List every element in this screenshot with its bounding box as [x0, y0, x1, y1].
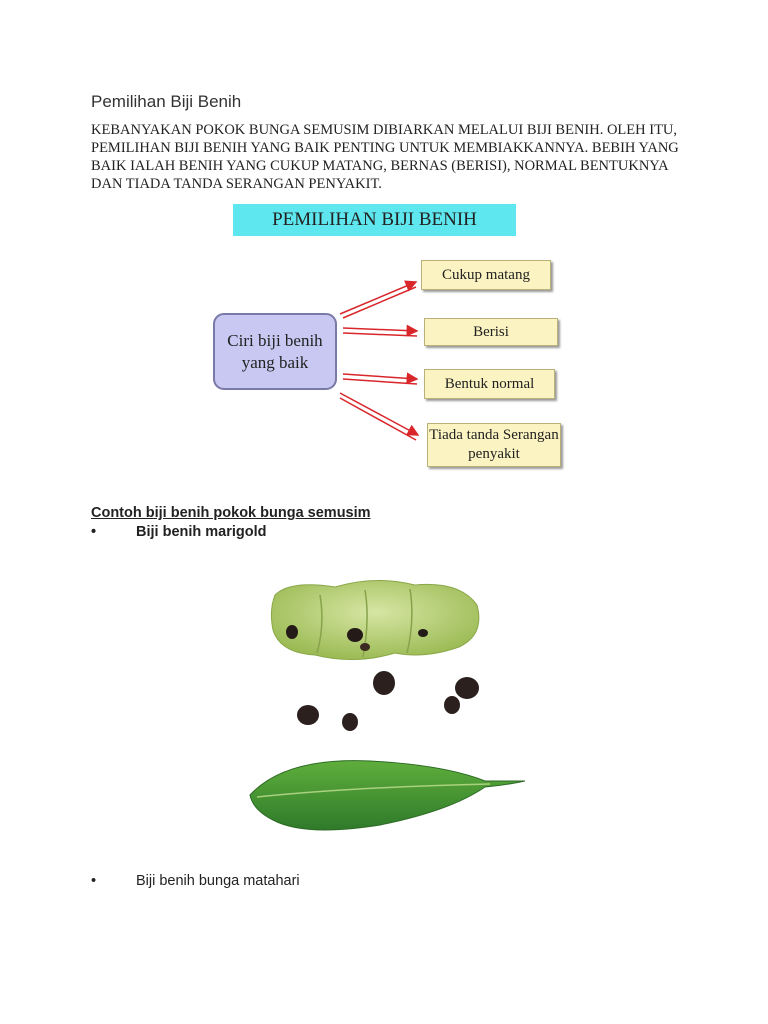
diagram-target-cukup-matang: Cukup matang: [421, 260, 551, 290]
marigold-seed-image: [245, 575, 530, 855]
section-heading: Contoh biji benih pokok bunga semusim: [91, 505, 371, 521]
intro-paragraph: KEBANYAKAN POKOK BUNGA SEMUSIM DIBIARKAN MELALUI BIJI BENIH. OLEH ITU, PEMILIHAN BIJI BENIH YANG BAIK PENTING UNTUK MEMBIAKKANNYA. BEBIH YANG BAIK IALAH BENIH YANG CUKUP MATANG, BERNAS (BERISI), NORMAL BENTUKNYA DAN TIADA TANDA SERANGAN PENYAKIT.: [91, 122, 679, 192]
seed-selection-diagram: [205, 200, 575, 475]
diagram-target-bentuk-normal: Bentuk normal: [424, 369, 555, 399]
bullet-icon: •: [91, 873, 97, 889]
list-item-label: Biji benih marigold: [136, 524, 267, 540]
arrow-to-berisi: [343, 328, 417, 336]
list-item-label: Biji benih bunga matahari: [136, 873, 300, 889]
diagram-source-box: Ciri biji benih yang baik: [213, 313, 337, 390]
page-heading: Pemilihan Biji Benih: [91, 92, 242, 111]
list-item-marigold: [91, 524, 267, 540]
diagram-target-tiada-tanda: Tiada tanda Serangan penyakit: [427, 423, 561, 467]
diagram-target-berisi: Berisi: [424, 318, 558, 346]
arrow-to-tiada-tanda: [340, 393, 418, 440]
diagram-title: PEMILIHAN BIJI BENIH: [233, 204, 516, 236]
list-item-sunflower: [91, 873, 300, 889]
diagram-arrows: [205, 200, 575, 475]
arrow-to-cukup-matang: [340, 282, 416, 318]
arrow-to-bentuk-normal: [343, 374, 417, 384]
bullet-icon: •: [91, 524, 97, 540]
